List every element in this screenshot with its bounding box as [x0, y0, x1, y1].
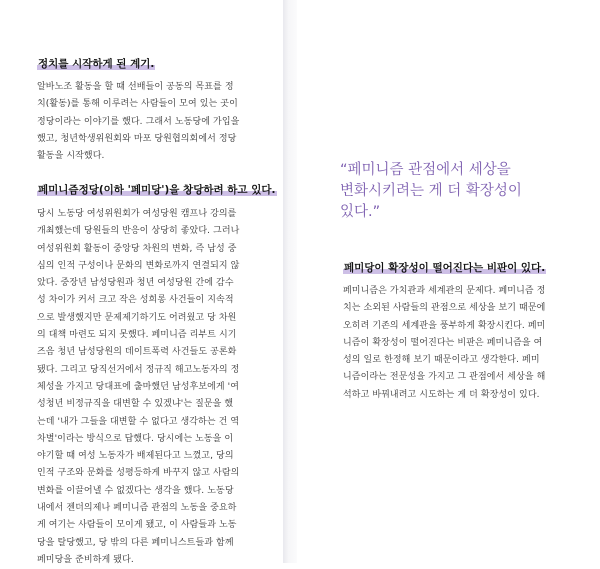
body-line: 했고, 청년학생위원회와 마포 당원협의회에서 정당	[37, 133, 237, 144]
heading-highlight: 정치를 시작하게 된 계기.	[38, 58, 155, 70]
body-line: 치는 소외된 사람들의 관점으로 세상을 보기 때문에	[343, 303, 546, 314]
body-line: 내에서 젠더의제나 페미니즘 관점의 노동을 중요하	[37, 503, 237, 514]
body-line: 니즘이라는 전문성을 가지고 그 관점에서 세상을 해	[343, 372, 546, 383]
body-line: 성 차이가 커서 크고 작은 성희롱 사건들이 지속적	[37, 295, 234, 306]
pull-quote	[340, 160, 580, 223]
section-body-expansion-criticism	[343, 283, 545, 404]
body-line: 차별'이라는 방식으로 답했다. 당시에는 노동을 이	[37, 433, 234, 444]
body-line: 당을 탈당했고, 당 밖의 다른 페미니스트들과 함께	[37, 537, 234, 548]
body-line: 았다. 중장년 남성당원과 청년 여성당원 간에 감수	[37, 278, 234, 289]
body-line: 인적 구조와 문화를 성평등하게 바꾸지 않고 사람의	[37, 468, 240, 479]
body-line: 당시 노동당 여성위원회가 여성당원 캠프나 강의를	[37, 209, 237, 219]
body-line: 변화를 이끌어낼 수 없겠다는 생각을 했다. 노동당	[37, 485, 234, 496]
body-line: 석하고 바꿔내려고 시도하는 게 더 확장성이 있다.	[343, 389, 540, 400]
section-heading-expansion-criticism	[343, 261, 546, 275]
page-gutter	[283, 0, 297, 563]
body-line: 니즘이 확장성이 떨어진다는 비판은 페미니즘을 여	[343, 337, 543, 348]
body-line: 오히려 기존의 세계관을 풍부하게 확장시킨다. 페미	[343, 320, 546, 331]
section-heading-politics-start	[37, 57, 155, 71]
body-line: 페미니즘은 가치관과 세계관의 문제다. 페미니즘 정	[343, 286, 546, 296]
body-line: 는데 '내가 그들을 대변할 수 없다고 생각하는 건 역	[37, 416, 240, 427]
section-heading-feminist-party	[37, 183, 277, 197]
body-line: 으로 발생했지만 문제제기하기도 어려웠고 당 차원	[37, 312, 237, 323]
body-line: 치(활동)를 통해 이루려는 사람들이 모여 있는 곳이	[37, 99, 238, 110]
body-line: 개최했는데 당원들의 반응이 상당히 좋았다. 그러나	[37, 226, 240, 237]
body-line: 알바노조 활동을 할 때 선배들이 공동의 목표를 정	[37, 82, 234, 92]
body-line: 정당이라는 이야기를 했다. 그래서 노동당에 가입을	[37, 116, 240, 127]
body-line: 게 여기는 사람들이 모이게 됐고, 이 사람들과 노동	[37, 520, 237, 531]
body-line: 야기할 때 여성 노동자가 배제된다고 느꼈고, 당의	[37, 451, 234, 462]
body-line: 심의 인적 구성이나 문화의 변화로까지 연결되지 않	[37, 260, 240, 271]
quote-line: 변화시키려는 게 더 확장성이	[340, 183, 522, 199]
body-line: 페미당을 준비하게 됐다.	[37, 554, 134, 565]
body-line: 성청년 비정규직을 대변할 수 있겠냐'는 질문을 했	[37, 399, 234, 410]
body-line: 의 대책 마련도 되지 못했다. 페미니즘 리부트 시기	[37, 330, 237, 341]
body-line: 체성을 가지고 당대표에 출마했던 남성후보에게 '여	[37, 381, 240, 392]
quote-line: “페미니즘 관점에서 세상을	[340, 162, 511, 178]
section-body-feminist-party	[37, 206, 239, 569]
body-line: 활동을 시작했다.	[37, 151, 105, 162]
body-line: 즈음 청년 남성당원의 데이트폭력 사건들도 공론화	[37, 347, 237, 358]
heading-highlight: 페미니즘정당(이하 '페미당')을 창당하려 하고 있다.	[38, 184, 276, 196]
body-line: 성의 일로 한정해 보기 때문이라고 생각한다. 페미	[343, 355, 540, 366]
body-line: 됐다. 그리고 당직선거에서 정규직 해고노동자의 정	[37, 364, 240, 375]
body-line: 여성위원회 활동이 중앙당 차원의 변화, 즉 남성 중	[37, 243, 237, 254]
quote-line: 있다.”	[340, 204, 381, 220]
heading-highlight: 페미당이 확장성이 떨어진다는 비판이 있다.	[344, 262, 546, 274]
right-page	[297, 0, 600, 563]
section-body-politics-start	[37, 79, 239, 165]
